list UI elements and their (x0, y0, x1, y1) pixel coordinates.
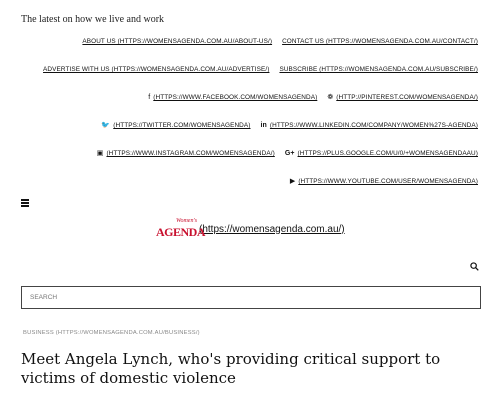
logo-agenda-text: AGENDA (156, 225, 206, 239)
logo-women-text: Women's (176, 218, 198, 224)
instagram-icon: ▣ (96, 150, 104, 157)
top-links-row-2 (43, 66, 478, 73)
site-logo[interactable] (156, 220, 345, 238)
youtube-link-text[interactable]: (HTTPS://WWW.YOUTUBE.COM/USER/WOMENSAGENDA) (298, 178, 478, 185)
social-row-2 (101, 122, 478, 129)
about-us-link[interactable]: ABOUT US (HTTPS://WOMENSAGENDA.COM.AU/ABOUT-US/) (82, 38, 273, 45)
youtube-link[interactable] (290, 178, 478, 185)
pinterest-link[interactable] (327, 94, 478, 101)
search-input[interactable] (21, 286, 481, 309)
instagram-link[interactable] (97, 150, 275, 157)
twitter-link[interactable] (101, 122, 250, 129)
logo-link-text[interactable]: (https://womensagenda.com.au/) (199, 223, 345, 235)
facebook-link[interactable] (148, 94, 317, 101)
search-icon[interactable] (470, 262, 479, 271)
google-plus-icon: G+ (284, 150, 295, 157)
menu-icon[interactable] (21, 199, 29, 207)
twitter-icon: 🐦 (101, 122, 111, 129)
instagram-link-text[interactable]: (HTTPS://WWW.INSTAGRAM.COM/WOMENSAGENDA/) (106, 150, 275, 157)
youtube-icon: ▶ (289, 178, 296, 185)
advertise-link[interactable]: ADVERTISE WITH US (HTTPS://WOMENSAGENDA.COM.AU/ADVERTISE/) (43, 66, 270, 73)
subscribe-link[interactable]: SUBSCRIBE (HTTPS://WOMENSAGENDA.COM.AU/SUBSCRIBE/) (279, 66, 478, 73)
google-plus-link-text[interactable]: (HTTPS://PLUS.GOOGLE.COM/U/0/+WOMENSAGENDAAU) (297, 150, 478, 157)
article-headline[interactable]: Meet Angela Lynch, who's providing critical support to victims of domestic violence (21, 350, 441, 387)
top-links-row-1 (82, 38, 478, 45)
social-row-3 (97, 150, 478, 157)
contact-us-link[interactable]: CONTACT US (HTTPS://WOMENSAGENDA.COM.AU/CONTACT/) (282, 38, 478, 45)
article-category[interactable]: BUSINESS (HTTPS://WOMENSAGENDA.COM.AU/BUSINESS/) (23, 330, 200, 336)
pinterest-icon: ❁ (327, 94, 334, 101)
pinterest-link-text[interactable]: (HTTP://PINTEREST.COM/WOMENSAGENDA/) (336, 94, 478, 101)
linkedin-link[interactable] (261, 122, 479, 129)
logo-badge (156, 218, 206, 239)
twitter-link-text[interactable]: (HTTPS://TWITTER.COM/WOMENSAGENDA) (113, 122, 251, 129)
linkedin-link-text[interactable]: (HTTPS://WWW.LINKEDIN.COM/COMPANY/WOMEN%27S-AGENDA) (269, 122, 478, 129)
linkedin-icon: in (260, 122, 267, 129)
social-row-1 (148, 94, 478, 101)
google-plus-link[interactable] (285, 150, 478, 157)
facebook-link-text[interactable]: (HTTPS://WWW.FACEBOOK.COM/WOMENSAGENDA) (153, 94, 318, 101)
facebook-icon: f (148, 94, 151, 101)
site-tagline: The latest on how we live and work (21, 14, 165, 25)
social-row-4 (290, 178, 478, 185)
